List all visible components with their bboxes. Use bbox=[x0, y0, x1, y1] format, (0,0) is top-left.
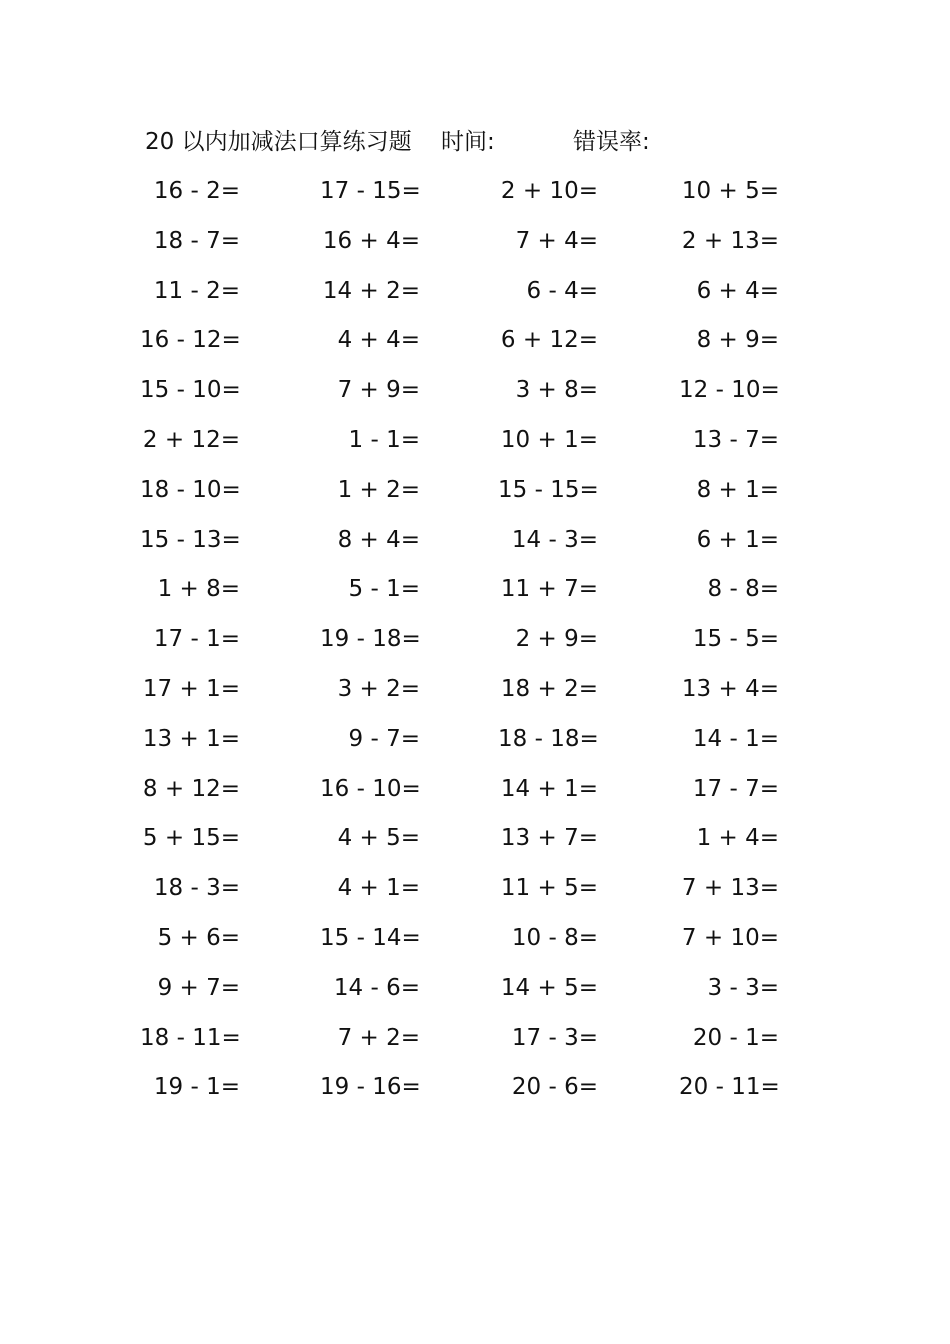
problem-item: 20 - 1= bbox=[692, 1024, 779, 1051]
problem-item: 20 - 6= bbox=[511, 1074, 598, 1101]
problem-item: 10 + 1= bbox=[500, 426, 598, 453]
time-label: 时间: bbox=[441, 129, 495, 155]
problem-row bbox=[0, 621, 950, 671]
problem-item: 13 + 4= bbox=[681, 675, 779, 702]
problem-item: 17 - 1= bbox=[153, 626, 240, 653]
problem-item: 20 - 11= bbox=[679, 1074, 780, 1101]
problem-item: 14 - 1= bbox=[692, 725, 779, 752]
problem-item: 1 - 1= bbox=[348, 426, 420, 453]
problem-item: 6 - 4= bbox=[526, 277, 598, 304]
problem-item: 6 + 1= bbox=[696, 526, 779, 553]
problem-item: 11 - 2= bbox=[153, 277, 240, 304]
problem-row bbox=[0, 223, 950, 273]
problem-row bbox=[0, 970, 950, 1020]
problem-item: 14 - 6= bbox=[333, 974, 420, 1001]
problem-item: 17 - 7= bbox=[692, 775, 779, 802]
problem-row bbox=[0, 920, 950, 970]
problem-item: 3 - 3= bbox=[707, 974, 779, 1001]
error-rate-label: 错误率: bbox=[573, 129, 650, 155]
problem-row bbox=[0, 721, 950, 771]
problem-row bbox=[0, 372, 950, 422]
problem-item: 6 + 4= bbox=[696, 277, 779, 304]
problem-item: 12 - 10= bbox=[679, 377, 780, 404]
problem-item: 13 + 7= bbox=[500, 825, 598, 852]
problem-item: 19 - 1= bbox=[153, 1074, 240, 1101]
problem-row bbox=[0, 870, 950, 920]
problem-row bbox=[0, 173, 950, 223]
problem-item: 15 - 14= bbox=[320, 924, 421, 951]
problem-row bbox=[0, 571, 950, 621]
problem-item: 18 - 7= bbox=[153, 227, 240, 254]
problem-item: 14 + 2= bbox=[322, 277, 420, 304]
problem-item: 15 - 13= bbox=[140, 526, 241, 553]
problem-item: 14 + 1= bbox=[500, 775, 598, 802]
problem-grid bbox=[0, 173, 950, 1119]
problem-item: 17 - 3= bbox=[511, 1024, 598, 1051]
problem-item: 5 + 15= bbox=[142, 825, 240, 852]
problem-row bbox=[0, 771, 950, 821]
problem-item: 15 - 5= bbox=[692, 626, 779, 653]
problem-item: 17 - 15= bbox=[320, 178, 421, 204]
problem-item: 8 + 9= bbox=[696, 327, 779, 354]
problem-row bbox=[0, 820, 950, 870]
worksheet-title: 20 以内加减法口算练习题 bbox=[145, 129, 412, 155]
problem-item: 19 - 18= bbox=[320, 626, 421, 653]
problem-item: 2 + 9= bbox=[515, 626, 598, 653]
problem-item: 11 + 7= bbox=[500, 576, 598, 603]
problem-item: 3 + 8= bbox=[515, 377, 598, 404]
problem-item: 2 + 13= bbox=[681, 227, 779, 254]
problem-item: 14 - 3= bbox=[511, 526, 598, 553]
problem-row bbox=[0, 422, 950, 472]
problem-item: 1 + 4= bbox=[696, 825, 779, 852]
problem-item: 16 - 2= bbox=[153, 178, 240, 204]
problem-item: 15 - 15= bbox=[498, 476, 599, 503]
problem-item: 14 + 5= bbox=[500, 974, 598, 1001]
problem-row bbox=[0, 273, 950, 323]
problem-item: 8 - 8= bbox=[707, 576, 779, 603]
problem-item: 13 - 7= bbox=[692, 426, 779, 453]
problem-row bbox=[0, 1069, 950, 1119]
problem-item: 19 - 16= bbox=[320, 1074, 421, 1101]
problem-item: 2 + 10= bbox=[500, 178, 598, 204]
problem-row bbox=[0, 671, 950, 721]
problem-item: 16 - 10= bbox=[320, 775, 421, 802]
problem-item: 13 + 1= bbox=[142, 725, 240, 752]
problem-item: 6 + 12= bbox=[500, 327, 598, 354]
problem-item: 8 + 1= bbox=[696, 476, 779, 503]
problem-item: 4 + 5= bbox=[337, 825, 420, 852]
problem-item: 18 - 11= bbox=[140, 1024, 241, 1051]
problem-item: 5 + 6= bbox=[157, 924, 240, 951]
problem-item: 17 + 1= bbox=[142, 675, 240, 702]
problem-item: 1 + 2= bbox=[337, 476, 420, 503]
problem-item: 8 + 12= bbox=[142, 775, 240, 802]
problem-item: 9 + 7= bbox=[157, 974, 240, 1001]
problem-item: 18 - 10= bbox=[140, 476, 241, 503]
problem-item: 10 - 8= bbox=[511, 924, 598, 951]
problem-item: 9 - 7= bbox=[348, 725, 420, 752]
problem-item: 11 + 5= bbox=[500, 875, 598, 902]
problem-row bbox=[0, 322, 950, 372]
problem-row bbox=[0, 472, 950, 522]
problem-item: 4 + 4= bbox=[337, 327, 420, 354]
problem-item: 5 - 1= bbox=[348, 576, 420, 603]
problem-item: 16 - 12= bbox=[140, 327, 241, 354]
problem-item: 3 + 2= bbox=[337, 675, 420, 702]
problem-item: 7 + 4= bbox=[515, 227, 598, 254]
problem-item: 18 + 2= bbox=[500, 675, 598, 702]
problem-item: 7 + 10= bbox=[681, 924, 779, 951]
problem-item: 18 - 18= bbox=[498, 725, 599, 752]
problem-item: 4 + 1= bbox=[337, 875, 420, 902]
problem-item: 15 - 10= bbox=[140, 377, 241, 404]
problem-item: 7 + 9= bbox=[337, 377, 420, 404]
problem-row bbox=[0, 1020, 950, 1070]
problem-row bbox=[0, 522, 950, 572]
problem-item: 2 + 12= bbox=[142, 426, 240, 453]
problem-item: 7 + 13= bbox=[681, 875, 779, 902]
problem-item: 7 + 2= bbox=[337, 1024, 420, 1051]
problem-item: 1 + 8= bbox=[157, 576, 240, 603]
problem-item: 16 + 4= bbox=[322, 227, 420, 254]
problem-item: 8 + 4= bbox=[337, 526, 420, 553]
problem-item: 10 + 5= bbox=[681, 178, 779, 204]
problem-item: 18 - 3= bbox=[153, 875, 240, 902]
